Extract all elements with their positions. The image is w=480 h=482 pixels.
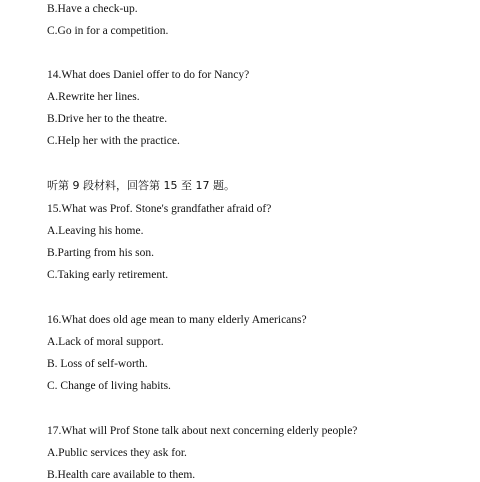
- section-instruction: 听第 9 段材料，回答第 15 至 17 题。: [47, 179, 235, 192]
- q15-option-a: A.Leaving his home.: [47, 225, 144, 237]
- q16-option-c: C. Change of living habits.: [47, 380, 171, 392]
- q13-option-b: B.Have a check-up.: [47, 3, 138, 15]
- q16-option-b: B. Loss of self-worth.: [47, 358, 148, 370]
- q14-option-c: C.Help her with the practice.: [47, 135, 180, 147]
- q15-question: 15.What was Prof. Stone's grandfather afraid of?: [47, 203, 272, 215]
- q14-question: 14.What does Daniel offer to do for Nancy?: [47, 69, 250, 81]
- q16-question: 16.What does old age mean to many elderly Americans?: [47, 314, 307, 326]
- q17-option-a: A.Public services they ask for.: [47, 447, 187, 459]
- q16-option-a: A.Lack of moral support.: [47, 336, 164, 348]
- q14-option-a: A.Rewrite her lines.: [47, 91, 140, 103]
- q14-option-b: B.Drive her to the theatre.: [47, 113, 168, 125]
- q13-option-c: C.Go in for a competition.: [47, 25, 169, 37]
- q15-option-b: B.Parting from his son.: [47, 247, 155, 259]
- q17-option-b: B.Health care available to them.: [47, 469, 196, 481]
- q15-option-c: C.Taking early retirement.: [47, 269, 169, 281]
- q17-question: 17.What will Prof Stone talk about next concerning elderly people?: [47, 425, 358, 437]
